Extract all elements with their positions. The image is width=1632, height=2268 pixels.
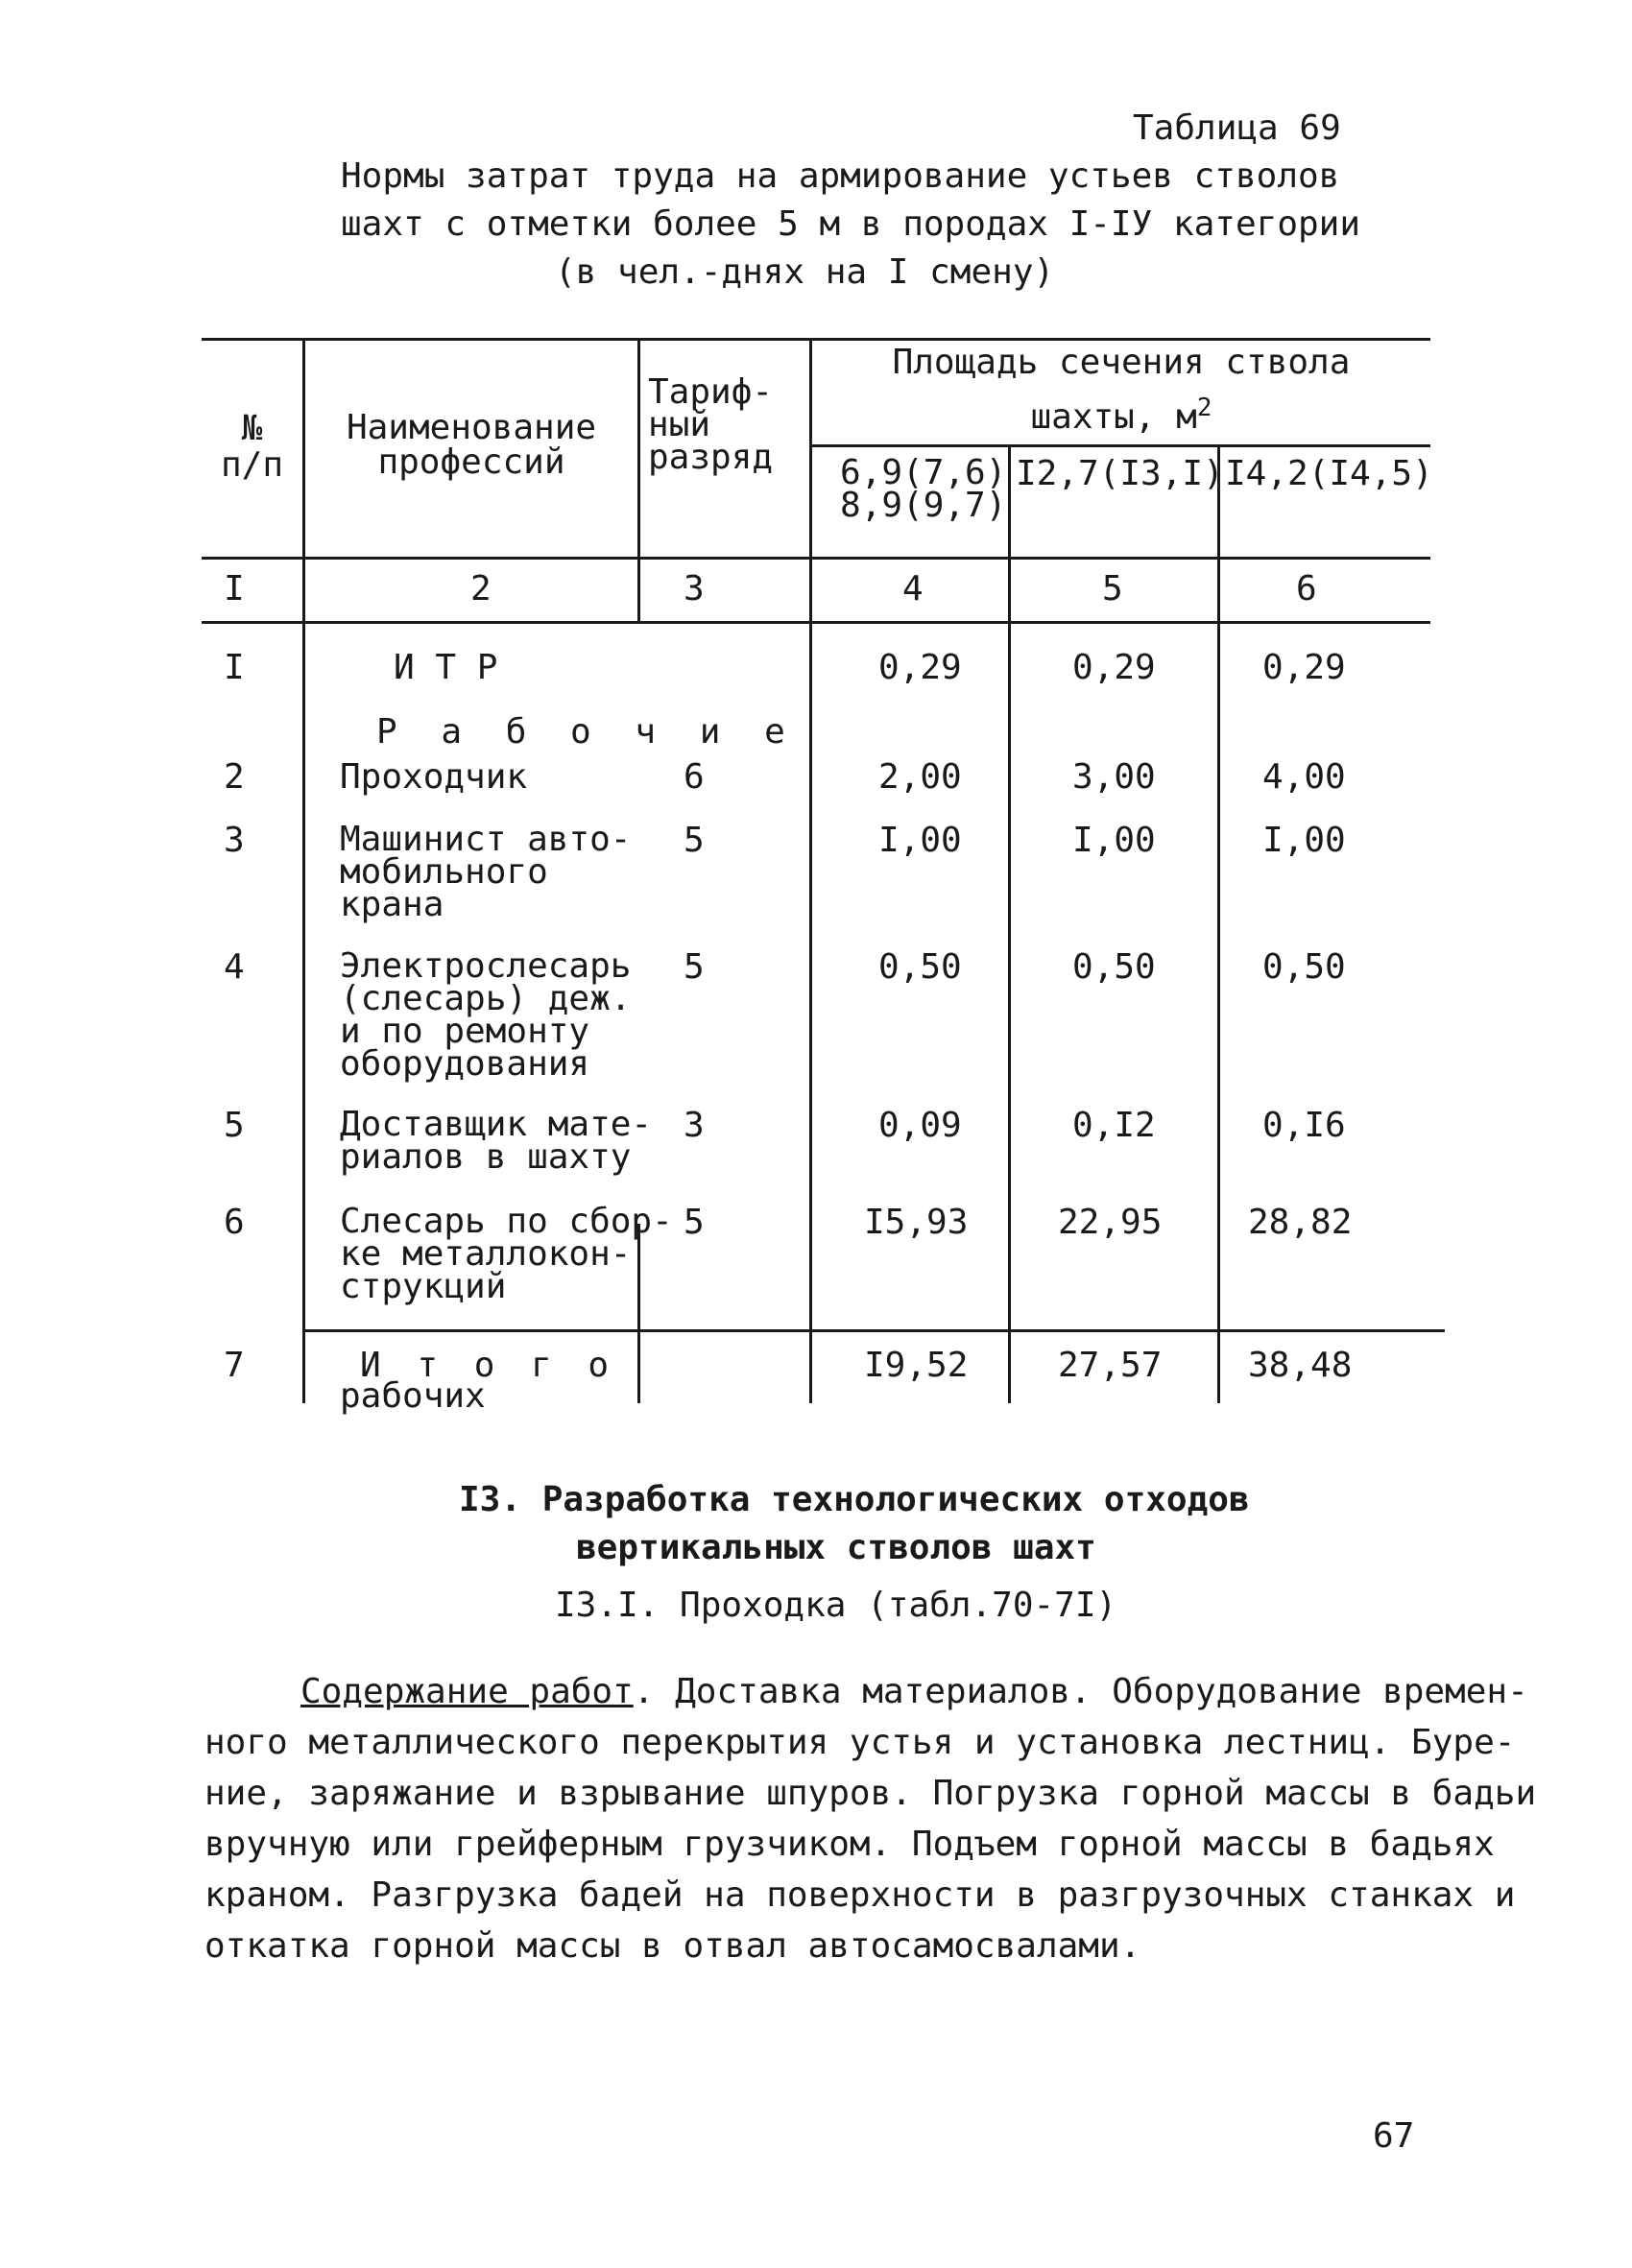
header-profession: Наименование профессий: [346, 408, 597, 482]
content-line: вручную или грейферным грузчиком. Подъем горной массы в бадьях: [204, 1825, 1495, 1864]
section-subheading: I3.I. Проходка (табл.70-7I): [555, 1586, 1117, 1625]
header-sub-col6: I4,2(I4,5): [1225, 454, 1433, 493]
workers-heading: Р а б о ч и е: [376, 712, 797, 752]
table-title-line1: Нормы затрат труда на армирование устьев стволов: [341, 156, 1340, 196]
table-title-line3: (в чел.-днях на I смену): [555, 252, 1055, 292]
header-area-line1: Площадь сечения ствола: [892, 343, 1351, 382]
col-number-5: 5: [1102, 569, 1123, 609]
header-sub-col5: I2,7(I3,I): [1016, 454, 1224, 493]
section-heading-line1: I3. Разработка технологических отходов: [459, 1480, 1250, 1519]
content-line: краном. Разгрузка бадей на поверхности в разгрузочных станках и: [204, 1875, 1516, 1915]
col-number-2: 2: [470, 569, 492, 609]
header-num: № п/п: [220, 409, 284, 485]
header-area-line2: шахты, $м^2$: [1030, 394, 1212, 437]
content-line: ние, заряжание и взрывание шпуров. Погрузка горной массы в бадьи: [204, 1774, 1537, 1813]
col-number-3: 3: [684, 569, 705, 609]
header-sub-col4: 6,9(7,6) 8,9(9,7): [840, 453, 1007, 525]
content-line-1: Содержание работ. Доставка материалов. Оборудование времен-: [300, 1672, 1528, 1711]
table-title-line2: шахт с отметки более 5 м в породах I-IУ категории: [341, 204, 1361, 244]
page-number: 67: [1373, 2116, 1415, 2156]
col-number-6: 6: [1296, 569, 1317, 609]
content-line: откатка горной массы в отвал автосамосвалами.: [204, 1926, 1141, 1966]
col-number-4: 4: [902, 569, 924, 609]
section-heading-line2: вертикальных стволов шахт: [576, 1528, 1096, 1567]
header-rank: Тариф- ный разряд: [648, 372, 774, 477]
col-number-1: I: [224, 569, 245, 609]
table-label: Таблица 69: [1133, 108, 1341, 148]
content-line: ного металлического перекрытия устья и установка лестниц. Буре-: [204, 1723, 1516, 1762]
content-label: Содержание работ: [300, 1672, 634, 1711]
